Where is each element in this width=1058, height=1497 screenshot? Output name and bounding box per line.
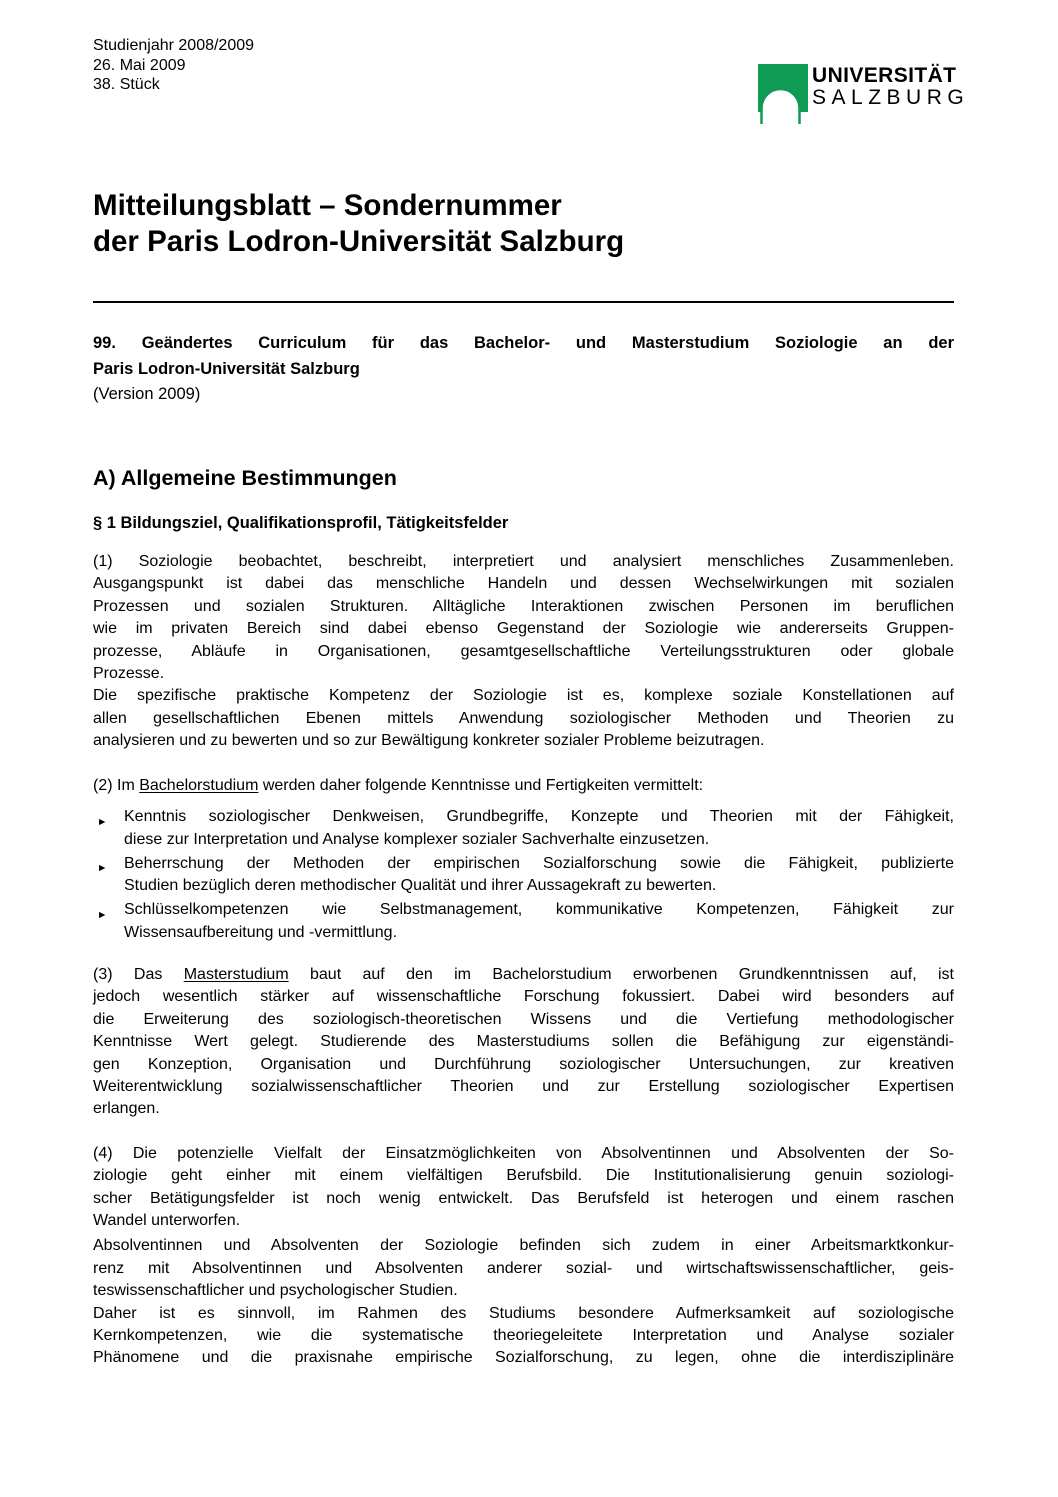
underlined-term: Bachelorstudium [139,777,259,795]
text-line: Wissensaufbereitung und -vermittlung. [124,923,398,941]
text-line: (1) Soziologie beobachtet, beschreibt, interpretiert und analysiert menschliches Zusammenleben. [93,553,954,571]
bachelor-skills-list [93,806,954,943]
text-line: jedoch wesentlich stärker auf wissenschaftliche Forschung fokussiert. Dabei wird besonders auf [93,988,954,1006]
issue-date: 26. Mai 2009 [93,56,186,74]
text-line: Daher ist es sinnvoll, im Rahmen des Studiums besondere Aufmerksamkeit auf soziologische [93,1304,954,1322]
text-line: gen Konzeption, Organisation und Durchführung soziologischer Untersuchungen, zur kreativen [93,1055,954,1073]
text-line: diese zur Interpretation und Analyse komplexer sozialer Sachverhalte einzusetzen. [124,830,710,848]
document-title-line2: der Paris Lodron-Universität Salzburg [93,225,625,259]
university-salzburg-logo [758,64,969,125]
text-line: wie im privaten Bereich sind dabei ebenso Gegenstand der Soziologie wie andererseits Gruppen- [93,620,954,638]
text-line: renz mit Absolventinnen und Absolventen anderer sozial- und wirtschaftswissenschaftlicher, geis- [93,1259,954,1277]
logo-word-universitaet: UNIVERSITÄT [812,64,957,87]
text-line: erlangen. [93,1100,160,1118]
paragraph-2-intro [93,775,954,797]
version-note: (Version 2009) [93,385,201,404]
text-line: ziologie geht einher mit einem vielfältigen Berufsbild. Die Institutionalisierung genuin soziologi- [93,1167,954,1185]
university-arch-logo-icon [758,64,808,125]
list-item-text [124,899,954,944]
text-line: Kernkompetenzen, wie die systematische theoriegeleitete Interpretation und Analyse sozialer [93,1327,954,1344]
text-line: Weiterentwicklung sozialwissenschaftlicher Theorien und zur Erstellung soziologischer Expertisen [93,1077,954,1095]
logo-arch-shape [762,89,800,124]
text-line: scher Betätigungsfelder ist noch wenig entwickelt. Das Berufsfeld ist heterogen und einem raschen [93,1189,954,1207]
text-line: prozesse, Abläufe in Organisationen, gesamtgesellschaftliche Verteilungsstrukturen oder globale [93,642,954,660]
text-line: 99. Geändertes Curriculum für das Bachelor- und Masterstudium Soziologie an der [93,334,954,353]
list-item [93,899,954,944]
text-line: Paris Lodron-Universität Salzburg [93,359,360,378]
text-line: Prozesse. [93,665,165,683]
underlined-term: Masterstudium [183,965,289,983]
paragraph-1-text-a [93,551,954,685]
bullet-triangle-icon: ► [97,908,108,921]
paragraph-3-text [93,964,954,1121]
text-line: die Erweiterung des soziologisch-theoretischen Wissens und die Vertiefung methodologischer [93,1010,954,1028]
text-line: Kenntnis soziologischer Denkweisen, Grundbegriffe, Konzepte und Theorien mit der Fähigkeit, [124,808,954,826]
paragraph-4-text-a [93,1143,954,1233]
text-line: Ausgangspunkt ist dabei das menschliche Handeln und dessen Wechselwirkungen mit sozialen [93,575,954,593]
bullet-triangle-icon: ► [97,862,108,875]
text-line: Absolventinnen und Absolventen der Soziologie befinden sich zudem in einer Arbeitsmarktkonkur- [93,1237,954,1255]
text-line: Wandel unterworfen. [93,1211,241,1229]
text-line: teswissenschaftlicher und psychologischer Studien. [93,1282,458,1300]
paragraph-1-text-b [93,685,954,752]
text-line: Beherrschung der Methoden der empirischen Sozialforschung sowie die Fähigkeit, publizierte [124,854,954,872]
bullet-triangle-icon: ► [97,815,108,828]
document-title [93,188,954,260]
paragraph-4-text-b [93,1235,954,1302]
text-line: Kenntnisse Wert gelegt. Studierende des Masterstudiums sollen die Befähigung zur eigenständi- [93,1033,954,1051]
curriculum-heading [93,331,954,382]
logo-wordmark [812,64,969,109]
list-item [93,853,954,898]
text-line: (4) Die potenzielle Vielfalt der Einsatzmöglichkeiten von Absolventinnen und Absolventen der So- [93,1144,954,1162]
text-line: Schlüsselkompetenzen wie Selbstmanagement, kommunikative Kompetenzen, Fähigkeit zur [124,901,954,919]
text-line: analysieren und zu bewerten und so zur Bewältigung konkreter sozialer Probleme beizutragen. [93,732,765,750]
paragraph-4-text-c [93,1303,954,1370]
list-item-text [124,806,954,851]
paragraph-1-heading: § 1 Bildungsziel, Qualifikationsprofil, Tätigkeitsfelder [93,514,509,533]
document-title-line1: Mitteilungsblatt – Sondernummer [93,189,562,223]
text-line: (2) Im Bachelorstudium werden daher folgende Kenntnisse und Fertigkeiten vermittelt: [93,777,704,795]
logo-word-salzburg: SALZBURG [812,86,970,109]
text-line: allen gesellschaftlichen Ebenen mittels Anwendung soziologischer Methoden und Theorien zu [93,709,954,727]
title-divider-rule [93,301,954,303]
list-item [93,806,954,851]
section-a-heading: A) Allgemeine Bestimmungen [93,466,397,491]
issue-number: 38. Stück [93,76,160,94]
text-line: Prozessen und sozialen Strukturen. Alltägliche Interaktionen zwischen Personen im beruflichen [93,597,954,615]
text-line: (3) Das Masterstudium baut auf den im Bachelorstudium erworbenen Grundkenntnissen auf, ist [93,965,954,983]
issue-studienjahr: Studienjahr 2008/2009 [93,37,255,54]
text-line: Phänomene und die praxisnahe empirische Sozialforschung, zu legen, ohne die interdisziplinäre [93,1349,954,1367]
list-item-text [124,853,954,898]
text-line: Studien bezüglich deren methodischer Qualität und ihrer Aussagekraft zu bewerten. [124,877,717,895]
text-line: Die spezifische praktische Kompetenz der Soziologie ist es, komplexe soziale Konstellationen auf [93,687,954,705]
